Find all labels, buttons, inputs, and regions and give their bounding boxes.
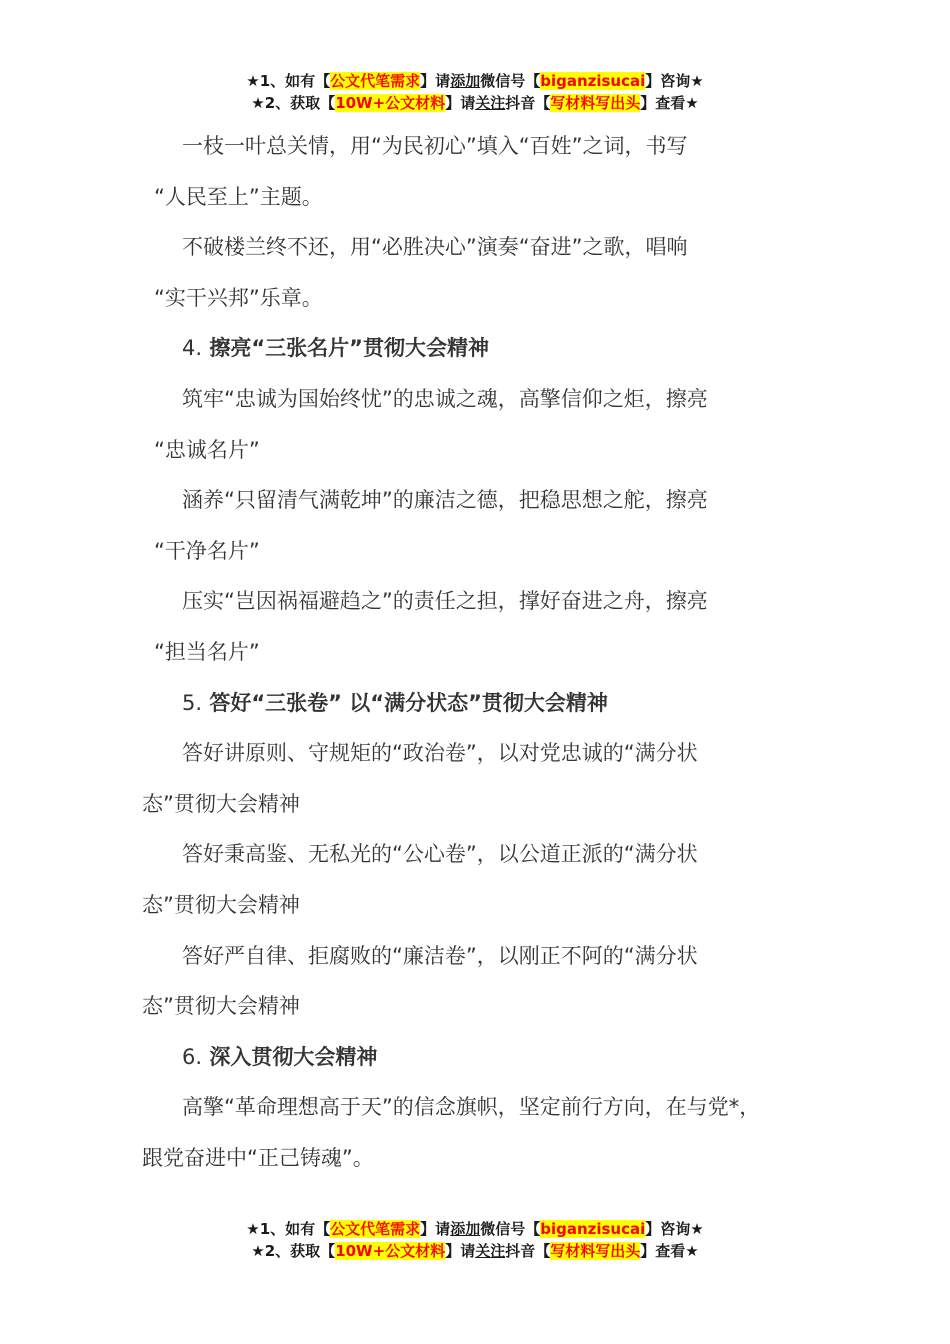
highlight-materials: 10W+公文材料 [335,1242,446,1260]
highlight-service: 公文代笔需求 [330,1220,421,1238]
promo-line-1: ★1、如有【公文代笔需求】请添加微信号【biganzisucai】咨询★ [246,1220,704,1238]
document-body [142,121,822,1183]
highlight-wechat-id: biganzisucai [540,1220,646,1238]
promo-line-1: ★1、如有【公文代笔需求】请添加微信号【biganzisucai】咨询★ [246,72,704,90]
highlight-wechat-id: biganzisucai [540,72,646,90]
paragraph-line: 跟党奋进中“正己铸魂”。 [142,1145,374,1170]
paragraph-line: 压实“岂因祸福避趋之”的责任之担，撑好奋进之舟，擦亮 [182,589,708,614]
paragraph-line: 答好秉高鉴、无私光的“公心卷”，以公道正派的“满分状 [182,842,698,867]
promo-banner-top [0,70,950,114]
section-heading-6: 6. 深入贯彻大会精神 [182,1044,378,1069]
paragraph-line: 不破楼兰终不还，用“必胜决心”演奏“奋进”之歌，唱响 [182,235,688,260]
section-heading-4: 4. 擦亮“三张名片”贯彻大会精神 [182,336,489,361]
highlight-douyin-account: 写材料写出头 [550,1242,641,1260]
paragraph-line: 答好讲原则、守规矩的“政治卷”，以对党忠诚的“满分状 [182,741,698,766]
paragraph-line: 一枝一叶总关情，用“为民初心”填入“百姓”之词，书写 [182,134,688,158]
promo-banner-bottom [0,1218,950,1262]
paragraph-line: “忠诚名片” [154,437,260,462]
highlight-service: 公文代笔需求 [330,72,421,90]
section-heading-5: 5. 答好“三张卷” 以“满分状态”贯彻大会精神 [182,690,608,715]
paragraph-line: 高擎“革命理想高于天”的信念旗帜，坚定前行方向，在与党*， [182,1095,761,1120]
paragraph-line: 态”贯彻大会精神 [142,994,300,1019]
paragraph-line: 筑牢“忠诚为国始终忧”的忠诚之魂，高擎信仰之炬，擦亮 [182,386,708,411]
paragraph-line: 涵养“只留清气满乾坤”的廉洁之德，把稳思想之舵，擦亮 [182,488,708,513]
highlight-douyin-account: 写材料写出头 [550,94,641,112]
promo-line-2: ★2、获取【10W+公文材料】请关注抖音【写材料写出头】查看★ [251,1242,699,1260]
promo-line-2: ★2、获取【10W+公文材料】请关注抖音【写材料写出头】查看★ [251,94,699,112]
paragraph-line: 态”贯彻大会精神 [142,791,300,816]
paragraph-line: 态”贯彻大会精神 [142,892,300,917]
paragraph-line: 答好严自律、拒腐败的“廉洁卷”，以刚正不阿的“满分状 [182,943,698,968]
paragraph-line: “实干兴邦”乐章。 [154,285,323,310]
paragraph-line: “担当名片” [154,639,260,664]
highlight-materials: 10W+公文材料 [335,94,446,112]
paragraph-line: “人民至上”主题。 [154,184,323,209]
paragraph-line: “干净名片” [154,538,260,563]
